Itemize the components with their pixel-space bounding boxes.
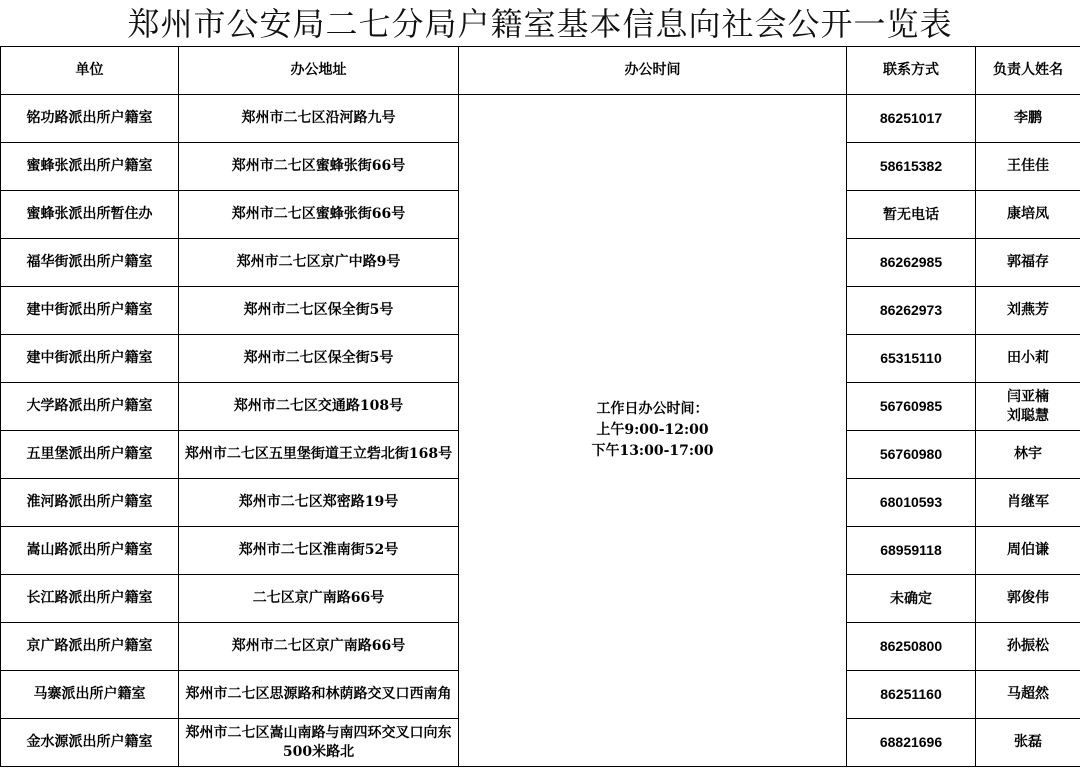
cell-unit: 嵩山路派出所户籍室	[1, 527, 179, 575]
cell-address: 郑州市二七区思源路和林荫路交叉口西南角	[179, 671, 459, 719]
cell-address: 郑州市二七区郑密路19号	[179, 479, 459, 527]
table-body	[1, 95, 1080, 767]
cell-unit: 京广路派出所户籍室	[1, 623, 179, 671]
cell-address: 郑州市二七区嵩山南路与南四环交叉口向东500米路北	[179, 719, 459, 767]
cell-person: 闫亚楠 刘聪慧	[976, 383, 1080, 431]
header-person: 负责人姓名	[976, 47, 1080, 95]
header-hours: 办公时间	[459, 47, 847, 95]
office-hours-line2: 上午9:00-12:00	[596, 422, 709, 438]
cell-address: 郑州市二七区京广中路9号	[179, 239, 459, 287]
cell-office-hours	[459, 95, 847, 767]
cell-unit: 建中街派出所户籍室	[1, 335, 179, 383]
header-phone: 联系方式	[847, 47, 976, 95]
cell-unit: 长江路派出所户籍室	[1, 575, 179, 623]
cell-address: 郑州市二七区保全街5号	[179, 287, 459, 335]
cell-address: 郑州市二七区蜜蜂张街66号	[179, 143, 459, 191]
cell-unit: 铭功路派出所户籍室	[1, 95, 179, 143]
cell-unit: 马寨派出所户籍室	[1, 671, 179, 719]
cell-address: 郑州市二七区蜜蜂张街66号	[179, 191, 459, 239]
cell-address: 郑州市二七区五里堡街道王立砦北街168号	[179, 431, 459, 479]
cell-phone: 未确定	[847, 575, 976, 623]
table-header-row	[1, 47, 1080, 95]
cell-unit: 金水源派出所户籍室	[1, 719, 179, 767]
cell-address: 二七区京广南路66号	[179, 575, 459, 623]
cell-person: 林宇	[976, 431, 1080, 479]
cell-phone: 58615382	[847, 143, 976, 191]
cell-person: 康培凤	[976, 191, 1080, 239]
cell-unit: 五里堡派出所户籍室	[1, 431, 179, 479]
cell-unit: 蜜蜂张派出所暂住办	[1, 191, 179, 239]
cell-phone: 68959118	[847, 527, 976, 575]
cell-person: 王佳佳	[976, 143, 1080, 191]
cell-phone: 86251017	[847, 95, 976, 143]
cell-person: 孙振松	[976, 623, 1080, 671]
cell-person: 肖继军	[976, 479, 1080, 527]
cell-phone: 暂无电话	[847, 191, 976, 239]
cell-phone: 65315110	[847, 335, 976, 383]
cell-person: 张磊	[976, 719, 1080, 767]
cell-unit: 淮河路派出所户籍室	[1, 479, 179, 527]
cell-person: 马超然	[976, 671, 1080, 719]
page-title: 郑州市公安局二七分局户籍室基本信息向社会公开一览表	[127, 5, 953, 43]
cell-address: 郑州市二七区交通路108号	[179, 383, 459, 431]
table-row	[1, 95, 1080, 143]
office-hours-line1: 工作日办公时间：	[596, 401, 709, 417]
cell-phone: 56760985	[847, 383, 976, 431]
office-hours-line3: 下午13:00-17:00	[591, 443, 714, 459]
cell-person: 郭俊伟	[976, 575, 1080, 623]
cell-phone: 68821696	[847, 719, 976, 767]
cell-phone: 68010593	[847, 479, 976, 527]
header-address: 办公地址	[179, 47, 459, 95]
cell-person: 周伯谦	[976, 527, 1080, 575]
cell-phone: 86250800	[847, 623, 976, 671]
cell-person: 刘燕芳	[976, 287, 1080, 335]
cell-phone: 86262985	[847, 239, 976, 287]
cell-unit: 蜜蜂张派出所户籍室	[1, 143, 179, 191]
cell-unit: 建中街派出所户籍室	[1, 287, 179, 335]
cell-address: 郑州市二七区京广南路66号	[179, 623, 459, 671]
cell-phone: 86251160	[847, 671, 976, 719]
cell-unit: 大学路派出所户籍室	[1, 383, 179, 431]
header-unit: 单位	[1, 47, 179, 95]
cell-address: 郑州市二七区沿河路九号	[179, 95, 459, 143]
cell-person: 郭福存	[976, 239, 1080, 287]
cell-person: 李鹏	[976, 95, 1080, 143]
cell-address: 郑州市二七区保全街5号	[179, 335, 459, 383]
cell-unit: 福华街派出所户籍室	[1, 239, 179, 287]
cell-address: 郑州市二七区淮南街52号	[179, 527, 459, 575]
info-table	[0, 46, 1080, 767]
cell-phone: 86262973	[847, 287, 976, 335]
cell-phone: 56760980	[847, 431, 976, 479]
cell-person: 田小莉	[976, 335, 1080, 383]
